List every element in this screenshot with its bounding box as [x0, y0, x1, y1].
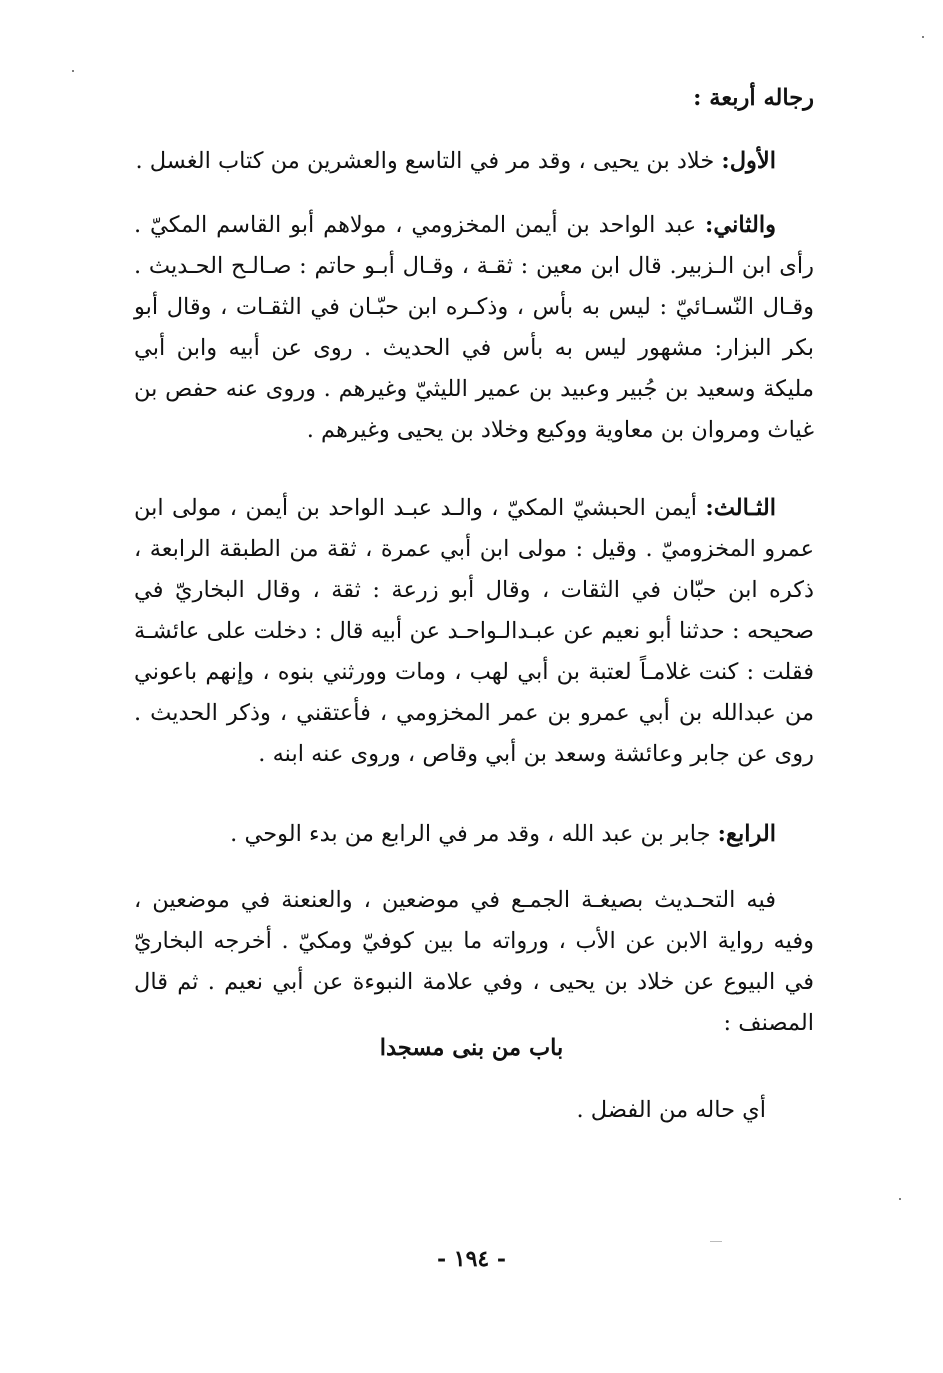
scan-speck	[72, 70, 74, 72]
summary-paragraph	[134, 880, 814, 1044]
narrator-label: الثـالث:	[705, 495, 776, 521]
scan-speck	[710, 1241, 722, 1242]
scan-speck	[922, 36, 924, 38]
narrator-label: الرابع:	[717, 821, 776, 847]
narrator-text: خلاد بن يحيى ، وقد مر في التاسع والعشرين من كتاب الغسل .	[135, 148, 722, 174]
scan-speck	[899, 1198, 901, 1200]
narrator-text: أيمن الحبشيّ المكيّ ، والـد عبـد الواحد بن أيمن ، مولى ابن عمرو المخزوميّ . وقيل : مولى ابن أبي عمرة ، ثقة من الطبقة الرابعة ، ذكره ابن حبّان في الثقات ، وقال أبو زرعة : ثقة ، وقال البخاريّ في صحيحه : حدثنا أبو نعيم عن عبـدالـواحـد عن أبيه قال : دخلت على عائشـة فقلت : كنت غلامـاً لعتبة بن أبي لهب ، ومات وورثني بنوه ، وإنهم باعوني من عبدالله بن أبي عمرو بن عمر المخزومي ، فأعتقني ، وذكر الحديث . روى عن جابر وعائشة وسعد بن أبي وقاص ، وروى عنه ابنه .	[134, 495, 814, 767]
narrator-label: والثاني:	[705, 212, 776, 238]
page-number: - ١٩٤ -	[436, 1246, 507, 1272]
closing-line	[134, 1090, 814, 1131]
closing-text: أي حاله من الفضل .	[576, 1097, 766, 1123]
chapter-title: باب من بنى مسجدا	[379, 1035, 564, 1061]
narrator-paragraph-3	[134, 488, 814, 775]
narrator-paragraph-4	[134, 814, 814, 855]
narrator-paragraph-1	[134, 141, 814, 182]
narrator-label: الأول:	[721, 148, 776, 174]
narrator-text: جابر بن عبد الله ، وقد مر في الرابع من بدء الوحي .	[230, 821, 718, 847]
summary-text: فيه التحـديث بصيغـة الجمـع في موضعين ، والعنعنة في موضعين ، وفيه رواية الابن عن الأب ، ورواته ما بين كوفيّ ومكيّ . أخرجه البخاريّ في البيوع عن خلاد بن يحيى ، وفي علامة النبوءة عن أبي نعيم . ثم قال المصنف :	[134, 887, 814, 1036]
narrator-paragraph-2	[134, 205, 814, 451]
section-heading: رجاله أربعة :	[693, 85, 814, 111]
narrator-text: عبد الواحد بن أيمن المخزومي ، مولاهم أبو القاسم المكيّ . رأى ابن الـزبير. قال ابن معين : ثقـة ، وقـال أبـو حاتم : صـالـح الحـديث . وقـال النّسـائيّ : ليس به بأس ، وذكـره ابن حبّـان في الثقـات ، وقال أبو بكر البزار: مشهور ليس به بأس في الحديث . روى عن أبيه وابن أبي مليكة وسعيد بن جُبير وعبيد بن عمير الليثيّ وغيرهم . وروى عنه حفص بن غياث ومروان بن معاوية ووكيع وخلاد بن يحيى وغيرهم .	[134, 212, 814, 443]
